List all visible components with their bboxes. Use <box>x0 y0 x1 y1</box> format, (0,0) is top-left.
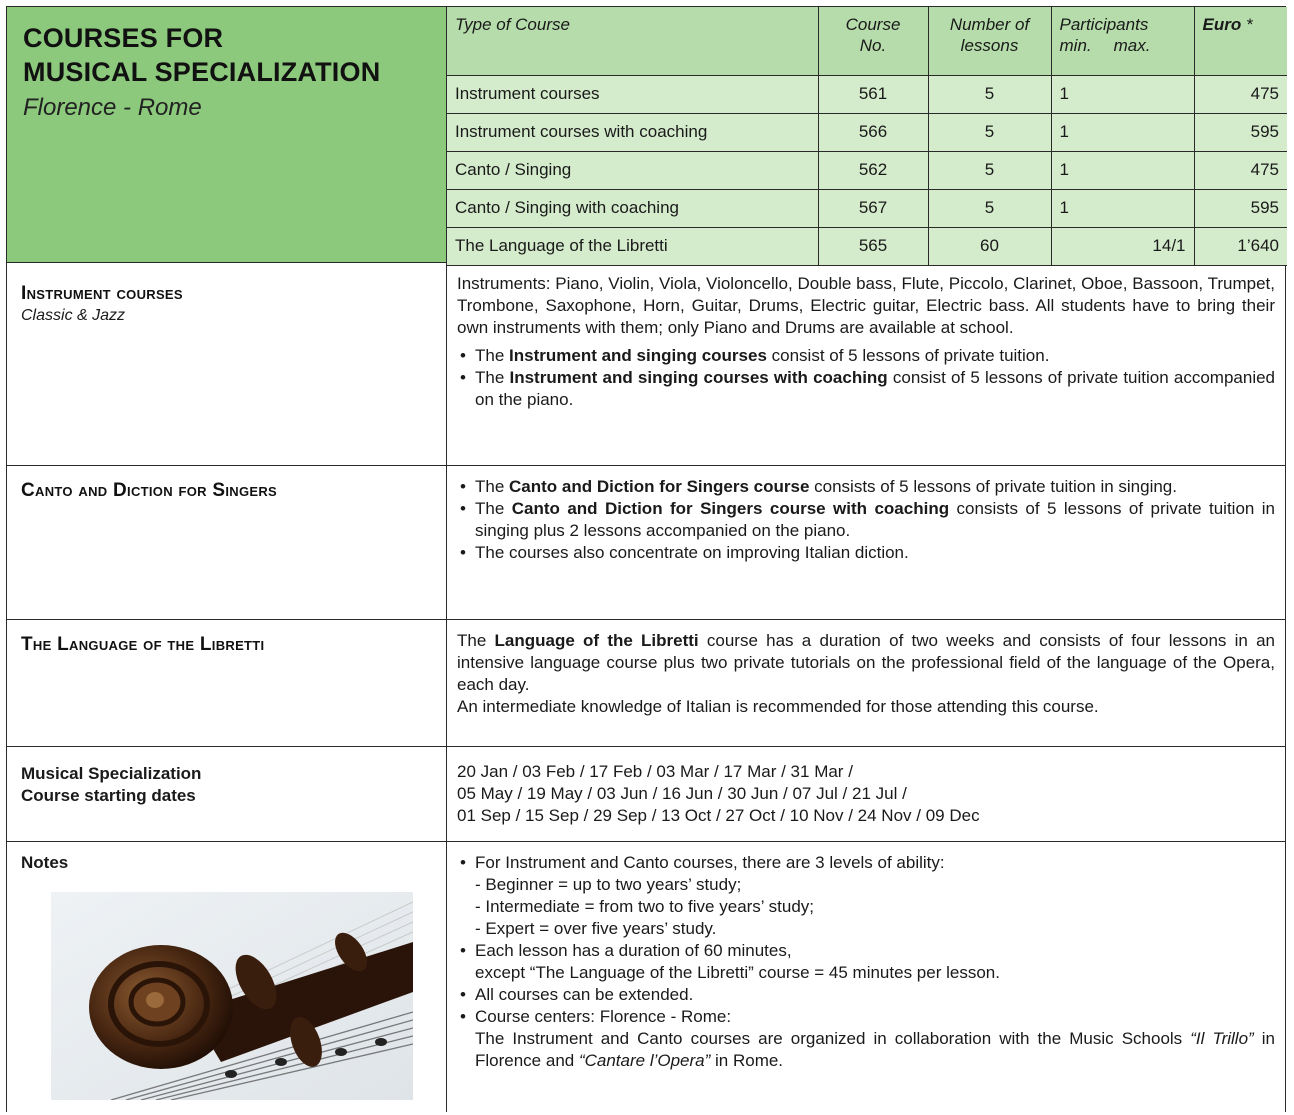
section-libretti <box>6 620 1286 747</box>
list-item: • Each lesson has a duration of 60 minutes, except “The Language of the Libretti” course = 45 minutes per lesson. <box>457 940 1275 984</box>
header-euro: Euro * <box>1194 7 1287 75</box>
list-item: • The Canto and Diction for Singers course consists of 5 lessons of private tuition in singing. <box>457 476 1275 498</box>
cell-euro: 595 <box>1194 113 1287 151</box>
section-notes <box>6 842 1286 1112</box>
page-subtitle: Florence - Rome <box>23 94 202 121</box>
cell-lessons: 5 <box>928 75 1051 113</box>
cell-course-no: 565 <box>818 227 928 265</box>
cell-course-no: 561 <box>818 75 928 113</box>
section-body <box>447 263 1285 465</box>
section-instrument-courses <box>6 262 1286 466</box>
section-label <box>7 620 447 746</box>
libretti-description: The Language of the Libretti course has a duration of two weeks and consists of four lessons in an intensive language course plus two private tutorials on the professional field of the language of the Opera, each day. <box>457 631 1275 694</box>
section-body <box>447 747 1285 841</box>
cell-type: Canto / Singing with coaching <box>447 189 818 227</box>
table-row <box>447 189 1287 227</box>
header-participants: Participants min. max. <box>1051 7 1194 75</box>
list-item: • All courses can be extended. <box>457 984 1275 1006</box>
cell-type: Instrument courses <box>447 75 818 113</box>
list-item: • For Instrument and Canto courses, there are 3 levels of ability: - Beginner = up to two years’ study; - Intermediate = from two to five years’ study; - Expert = over five years’ study. <box>457 852 1275 940</box>
cell-lessons: 60 <box>928 227 1051 265</box>
libretti-recommendation: An intermediate knowledge of Italian is recommended for those attending this course. <box>457 697 1099 716</box>
level-expert: - Expert = over five years’ study. <box>475 919 717 938</box>
list-item: • The courses also concentrate on improving Italian diction. <box>457 542 1275 564</box>
cell-type: The Language of the Libretti <box>447 227 818 265</box>
notes-bullets <box>457 852 1275 1072</box>
list-item: • The Instrument and singing courses with coaching consist of 5 lessons of private tuition accompanied on the piano. <box>457 367 1275 411</box>
violin-scroll-image <box>51 892 413 1100</box>
cell-course-no: 562 <box>818 151 928 189</box>
cell-participants: 1 <box>1051 189 1194 227</box>
cell-euro: 475 <box>1194 151 1287 189</box>
list-item: • Course centers: Florence - Rome: The Instrument and Canto courses are organized in collaboration with the Music Schools “Il Trillo” in Florence and “Cantare l’Opera” in Rome. <box>457 1006 1275 1072</box>
section-subheading: Classic & Jazz <box>21 307 126 324</box>
section-label <box>7 263 447 465</box>
page-title-line-2: MUSICAL SPECIALIZATION <box>23 57 381 87</box>
canto-bullets <box>457 476 1275 564</box>
level-beginner: - Beginner = up to two years’ study; <box>475 875 742 894</box>
instrument-bullets <box>457 345 1275 411</box>
header-course-no: Course No. <box>818 7 928 75</box>
title-box <box>7 7 447 262</box>
page-title-line-1: COURSES FOR <box>23 23 224 53</box>
section-heading: Canto and Diction for Singers <box>21 480 278 501</box>
course-table <box>447 7 1287 266</box>
table-row <box>447 75 1287 113</box>
cell-lessons: 5 <box>928 151 1051 189</box>
cell-course-no: 567 <box>818 189 928 227</box>
cell-euro: 1’640 <box>1194 227 1287 265</box>
courses-header <box>6 6 1286 262</box>
section-canto-diction <box>6 466 1286 620</box>
cell-lessons: 5 <box>928 113 1051 151</box>
section-label <box>7 466 447 619</box>
dates-heading-line-2: Course starting dates <box>21 786 196 805</box>
cell-type: Instrument courses with coaching <box>447 113 818 151</box>
cell-course-no: 566 <box>818 113 928 151</box>
course-table-header-row <box>447 7 1287 75</box>
cell-lessons: 5 <box>928 189 1051 227</box>
cell-euro: 595 <box>1194 189 1287 227</box>
level-intermediate: - Intermediate = from two to five years’ study; <box>475 897 815 916</box>
header-type-of-course: Type of Course <box>447 7 818 75</box>
section-label <box>7 842 447 1112</box>
dates-heading-line-1: Musical Specialization <box>21 764 202 783</box>
cell-participants: 1 <box>1051 113 1194 151</box>
section-body <box>447 620 1285 746</box>
section-heading: The Language of the Libretti <box>21 634 265 655</box>
dates-line-1: 20 Jan / 03 Feb / 17 Feb / 03 Mar / 17 Mar / 31 Mar / <box>457 762 853 781</box>
table-row <box>447 151 1287 189</box>
notes-heading: Notes <box>21 853 69 872</box>
cell-participants: 1 <box>1051 75 1194 113</box>
instrument-intro: Instruments: Piano, Violin, Viola, Violoncello, Double bass, Flute, Piccolo, Clarinet, Oboe, Bassoon, Trumpet, Trombone, Saxophone, Horn, Guitar, Drums, Electric guitar, Electric bass. All students have to bring their own instruments with them; only Piano and Drums are available at school. <box>457 274 1275 337</box>
table-row <box>447 227 1287 265</box>
section-body <box>447 842 1285 1112</box>
section-label <box>7 747 447 841</box>
document-page <box>6 6 1286 1112</box>
dates-line-3: 01 Sep / 15 Sep / 29 Sep / 13 Oct / 27 Oct / 10 Nov / 24 Nov / 09 Dec <box>457 806 980 825</box>
list-item: • The Instrument and singing courses consist of 5 lessons of private tuition. <box>457 345 1275 367</box>
dates-line-2: 05 May / 19 May / 03 Jun / 16 Jun / 30 Jun / 07 Jul / 21 Jul / <box>457 784 907 803</box>
cell-participants: 14/1 <box>1051 227 1194 265</box>
cell-euro: 475 <box>1194 75 1287 113</box>
cell-type: Canto / Singing <box>447 151 818 189</box>
list-item: • The Canto and Diction for Singers course with coaching consists of 5 lessons of private tuition in singing plus 2 lessons accompanied on the piano. <box>457 498 1275 542</box>
table-row <box>447 113 1287 151</box>
header-number-of-lessons: Number of lessons <box>928 7 1051 75</box>
section-starting-dates <box>6 747 1286 842</box>
section-heading: Instrument courses <box>21 283 183 304</box>
section-body <box>447 466 1285 619</box>
cell-participants: 1 <box>1051 151 1194 189</box>
